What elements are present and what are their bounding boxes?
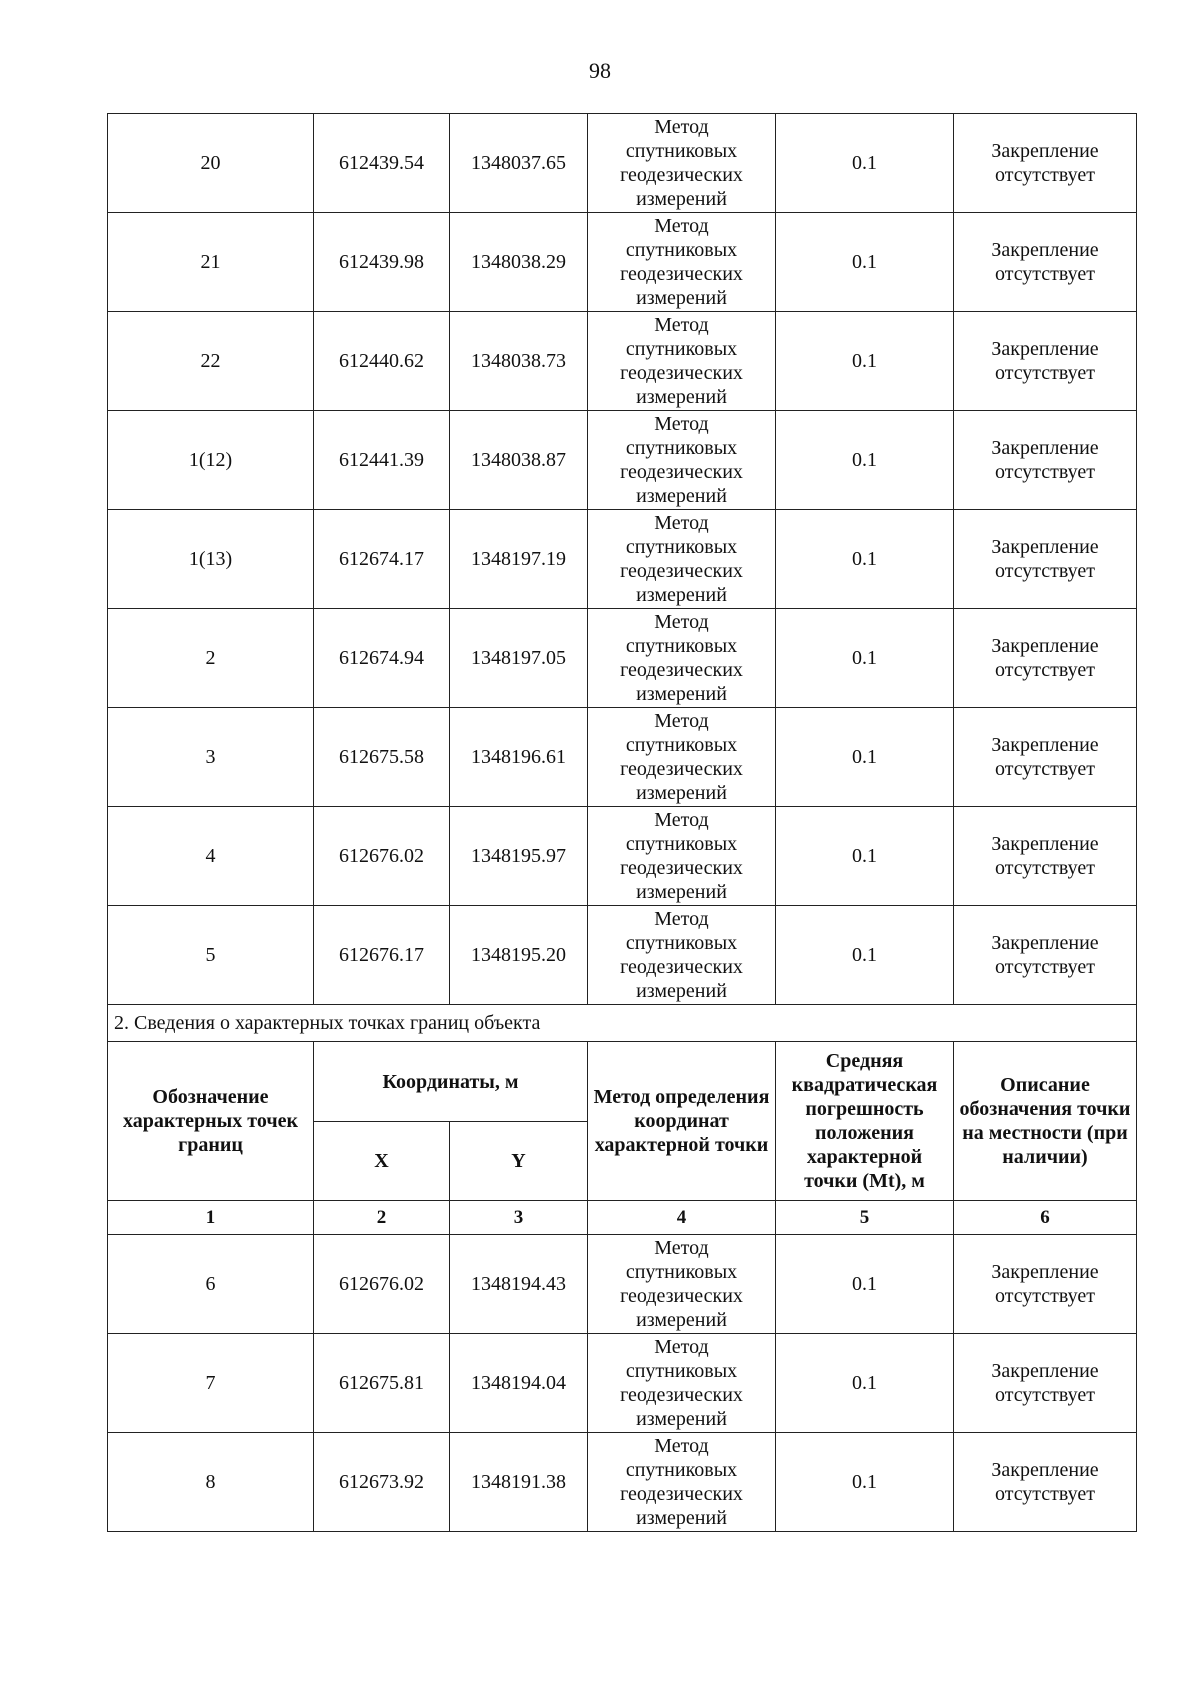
method-line: Метод	[654, 314, 709, 336]
y-coordinate-cell: 1348038.29	[450, 213, 588, 312]
method-line: измерений	[636, 287, 727, 309]
table-row	[108, 1334, 1137, 1433]
description-cell	[954, 411, 1137, 510]
description-line: Закрепление	[991, 734, 1099, 756]
table-row	[108, 114, 1137, 213]
description-cell	[954, 312, 1137, 411]
header-method: Метод определения координат характерной точки	[588, 1042, 776, 1201]
table-row	[108, 609, 1137, 708]
description-line: отсутствует	[994, 1483, 1096, 1505]
method-line: измерений	[636, 386, 727, 408]
header-error: Средняя квадратическая погрешность положения характерной точки (Mt), м	[776, 1042, 954, 1201]
table-row	[108, 411, 1137, 510]
method-line: Метод	[654, 1435, 709, 1457]
method-line: спутниковых	[625, 437, 738, 459]
method-line: измерений	[636, 584, 727, 606]
column-number: 5	[776, 1201, 954, 1235]
y-coordinate-cell: 1348197.19	[450, 510, 588, 609]
y-coordinate-cell: 1348037.65	[450, 114, 588, 213]
page-number: 98	[589, 58, 611, 83]
method-cell	[588, 114, 776, 213]
x-coordinate-cell: 612674.17	[314, 510, 450, 609]
method-line: Метод	[654, 413, 709, 435]
description-line: отсутствует	[994, 560, 1096, 582]
table-body	[108, 1235, 1137, 1532]
header-description: Описание обозначения точки на местности (при наличии)	[954, 1042, 1137, 1201]
x-coordinate-cell: 612440.62	[314, 312, 450, 411]
description-cell	[954, 807, 1137, 906]
point-cell: 7	[108, 1334, 314, 1433]
method-cell	[588, 609, 776, 708]
method-line: Метод	[654, 908, 709, 930]
method-line: Метод	[654, 1237, 709, 1259]
error-cell: 0.1	[776, 510, 954, 609]
method-line: геодезических	[620, 560, 743, 582]
error-cell: 0.1	[776, 411, 954, 510]
x-coordinate-cell: 612676.02	[314, 807, 450, 906]
method-cell	[588, 708, 776, 807]
point-cell: 6	[108, 1235, 314, 1334]
description-line: отсутствует	[994, 758, 1096, 780]
description-cell	[954, 510, 1137, 609]
description-cell	[954, 213, 1137, 312]
x-coordinate-cell: 612675.81	[314, 1334, 450, 1433]
table-row	[108, 807, 1137, 906]
error-cell: 0.1	[776, 1235, 954, 1334]
error-cell: 0.1	[776, 807, 954, 906]
method-line: Метод	[654, 809, 709, 831]
method-line: измерений	[636, 782, 727, 804]
description-line: отсутствует	[994, 1384, 1096, 1406]
error-cell: 0.1	[776, 609, 954, 708]
description-line: отсутствует	[994, 1285, 1096, 1307]
method-line: спутниковых	[625, 1360, 738, 1382]
method-line: геодезических	[620, 758, 743, 780]
description-line: Закрепление	[991, 635, 1099, 657]
method-line: геодезических	[620, 362, 743, 384]
error-cell: 0.1	[776, 312, 954, 411]
column-number: 6	[954, 1201, 1137, 1235]
column-number: 3	[450, 1201, 588, 1235]
description-line: Закрепление	[991, 1261, 1099, 1283]
method-line: измерений	[636, 683, 727, 705]
description-line: Закрепление	[991, 1459, 1099, 1481]
error-cell: 0.1	[776, 213, 954, 312]
y-coordinate-cell: 1348038.87	[450, 411, 588, 510]
y-coordinate-cell: 1348038.73	[450, 312, 588, 411]
method-line: измерений	[636, 1309, 727, 1331]
table-row	[108, 906, 1137, 1005]
x-coordinate-cell: 612676.02	[314, 1235, 450, 1334]
description-line: отсутствует	[994, 362, 1096, 384]
table-row	[108, 1235, 1137, 1334]
method-line: измерений	[636, 1408, 727, 1430]
description-cell	[954, 906, 1137, 1005]
y-coordinate-cell: 1348195.20	[450, 906, 588, 1005]
method-line: геодезических	[620, 1285, 743, 1307]
description-cell	[954, 1334, 1137, 1433]
column-number: 2	[314, 1201, 450, 1235]
point-cell: 22	[108, 312, 314, 411]
x-coordinate-cell: 612676.17	[314, 906, 450, 1005]
x-coordinate-cell: 612675.58	[314, 708, 450, 807]
method-cell	[588, 312, 776, 411]
table-row	[108, 510, 1137, 609]
method-line: спутниковых	[625, 734, 738, 756]
description-line: отсутствует	[994, 461, 1096, 483]
header-y: Y	[450, 1122, 588, 1201]
method-line: измерений	[636, 485, 727, 507]
description-cell	[954, 1433, 1137, 1532]
method-cell	[588, 1433, 776, 1532]
method-line: геодезических	[620, 263, 743, 285]
table-row	[108, 1433, 1137, 1532]
header-x: X	[314, 1122, 450, 1201]
description-line: Закрепление	[991, 140, 1099, 162]
method-line: спутниковых	[625, 239, 738, 261]
method-line: геодезических	[620, 164, 743, 186]
y-coordinate-cell: 1348195.97	[450, 807, 588, 906]
description-line: отсутствует	[994, 164, 1096, 186]
method-line: Метод	[654, 215, 709, 237]
header-coordinates: Координаты, м	[314, 1042, 588, 1122]
point-cell: 1(13)	[108, 510, 314, 609]
error-cell: 0.1	[776, 906, 954, 1005]
method-line: Метод	[654, 116, 709, 138]
method-cell	[588, 1334, 776, 1433]
method-line: спутниковых	[625, 338, 738, 360]
error-cell: 0.1	[776, 1433, 954, 1532]
point-cell: 1(12)	[108, 411, 314, 510]
y-coordinate-cell: 1348191.38	[450, 1433, 588, 1532]
method-line: Метод	[654, 512, 709, 534]
header-point-designation: Обозначение характерных точек границ	[108, 1042, 314, 1201]
x-coordinate-cell: 612441.39	[314, 411, 450, 510]
y-coordinate-cell: 1348194.04	[450, 1334, 588, 1433]
description-cell	[954, 1235, 1137, 1334]
method-cell	[588, 213, 776, 312]
description-cell	[954, 708, 1137, 807]
method-line: спутниковых	[625, 1459, 738, 1481]
method-line: геодезических	[620, 461, 743, 483]
method-cell	[588, 906, 776, 1005]
header-row	[108, 1042, 1137, 1122]
x-coordinate-cell: 612439.54	[314, 114, 450, 213]
method-cell	[588, 411, 776, 510]
method-line: измерений	[636, 881, 727, 903]
method-line: геодезических	[620, 956, 743, 978]
method-line: Метод	[654, 1336, 709, 1358]
description-line: Закрепление	[991, 239, 1099, 261]
table-body-continued	[108, 114, 1137, 1005]
point-cell: 5	[108, 906, 314, 1005]
description-line: Закрепление	[991, 1360, 1099, 1382]
section-title-row	[108, 1005, 1137, 1042]
point-cell: 8	[108, 1433, 314, 1532]
description-line: Закрепление	[991, 932, 1099, 954]
method-line: спутниковых	[625, 635, 738, 657]
method-line: измерений	[636, 188, 727, 210]
method-cell	[588, 1235, 776, 1334]
method-cell	[588, 807, 776, 906]
y-coordinate-cell: 1348197.05	[450, 609, 588, 708]
column-numbers-row	[108, 1201, 1137, 1235]
error-cell: 0.1	[776, 114, 954, 213]
point-cell: 21	[108, 213, 314, 312]
description-cell	[954, 609, 1137, 708]
point-cell: 20	[108, 114, 314, 213]
section-block	[108, 1005, 1137, 1235]
y-coordinate-cell: 1348196.61	[450, 708, 588, 807]
method-line: спутниковых	[625, 1261, 738, 1283]
description-line: Закрепление	[991, 338, 1099, 360]
x-coordinate-cell: 612673.92	[314, 1433, 450, 1532]
method-line: спутниковых	[625, 140, 738, 162]
point-cell: 3	[108, 708, 314, 807]
section-title: 2. Сведения о характерных точках границ объекта	[108, 1005, 1137, 1042]
method-line: геодезических	[620, 659, 743, 681]
method-line: геодезических	[620, 1384, 743, 1406]
description-line: отсутствует	[994, 263, 1096, 285]
description-line: Закрепление	[991, 833, 1099, 855]
description-line: отсутствует	[994, 659, 1096, 681]
table-row	[108, 312, 1137, 411]
column-number: 1	[108, 1201, 314, 1235]
description-cell	[954, 114, 1137, 213]
method-cell	[588, 510, 776, 609]
method-line: спутниковых	[625, 536, 738, 558]
method-line: геодезических	[620, 1483, 743, 1505]
method-line: спутниковых	[625, 833, 738, 855]
method-line: геодезических	[620, 857, 743, 879]
description-line: Закрепление	[991, 437, 1099, 459]
point-cell: 4	[108, 807, 314, 906]
table-row	[108, 213, 1137, 312]
method-line: измерений	[636, 980, 727, 1002]
method-line: Метод	[654, 710, 709, 732]
method-line: измерений	[636, 1507, 727, 1529]
column-number: 4	[588, 1201, 776, 1235]
description-line: отсутствует	[994, 956, 1096, 978]
description-line: Закрепление	[991, 536, 1099, 558]
error-cell: 0.1	[776, 708, 954, 807]
point-cell: 2	[108, 609, 314, 708]
method-line: Метод	[654, 611, 709, 633]
error-cell: 0.1	[776, 1334, 954, 1433]
table-row	[108, 708, 1137, 807]
method-line: спутниковых	[625, 932, 738, 954]
x-coordinate-cell: 612674.94	[314, 609, 450, 708]
y-coordinate-cell: 1348194.43	[450, 1235, 588, 1334]
boundary-points-table	[107, 113, 1137, 1532]
x-coordinate-cell: 612439.98	[314, 213, 450, 312]
description-line: отсутствует	[994, 857, 1096, 879]
